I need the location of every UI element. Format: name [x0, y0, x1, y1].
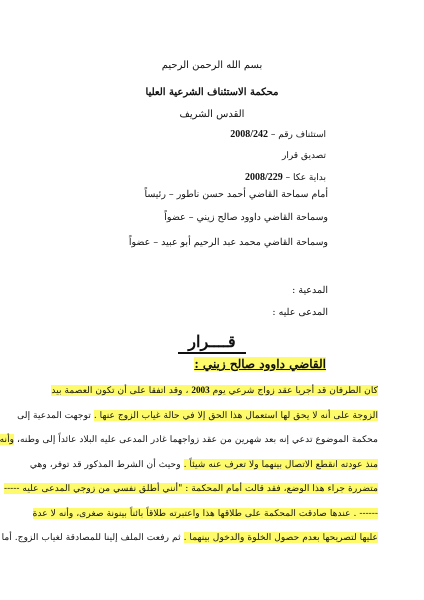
body-line: منذ عودته انقطع الاتصال بينهما ولا تعرف عنه شيئاً . وحيث أن الشرط المذكور قد توفر، وهي: [29, 458, 378, 470]
decision-body: [0, 378, 378, 550]
body-line: محكمة الموضوع تدعي إنه بعد شهرين من عقد زواجهما غادر المدعى عليه البلاد عائداً إلى وطنه، وأنه: [0, 434, 378, 445]
appeal-label: استئناف رقم: [278, 130, 326, 140]
plaintiff-label: المدعية :: [292, 285, 328, 296]
body-line: الزوجة على أنه لا يحق لها استعمال هذا الحق إلا في حالة غياب الزوج عنها . توجهت المدعية إلى: [17, 409, 378, 421]
body-line: ------ . عندها صادقت المحكمة على طلاقها هذا واعتبرته طلاقاً بائناً بينونة صغرى، وأنه لا عدة: [32, 507, 378, 519]
panel-member-1: وسماحة القاضي داوود صالح زيني – عضواً: [164, 212, 328, 223]
court-name: محكمة الاستئناف الشرعية العليا: [145, 87, 279, 98]
body-line: كان الطرفان قد أجريا عقد زواج شرعي يوم 2003 ، وقد اتفقا على أن تكون العصمة بيد: [51, 385, 378, 396]
decision-title: قــــرار: [188, 332, 236, 351]
judge-heading: القاضي داوود صالح زيني :: [194, 357, 326, 371]
first-instance-line: بداية عكا – 2008/229: [244, 172, 326, 183]
first-instance-number: 2008/229: [244, 172, 283, 183]
first-instance-label: بداية عكا: [292, 173, 326, 183]
appeal-number-line: استئناف رقم – 2008/242: [230, 129, 326, 140]
case-subject: تصديق قرار: [281, 151, 326, 161]
basmala: بسم الله الرحمن الرحيم: [161, 60, 263, 71]
panel-chair: أمام سماحة القاضي أحمد حسن ناطور – رئيساً: [144, 189, 328, 200]
court-city: القدس الشريف: [179, 109, 245, 120]
decision-underline: [178, 352, 246, 354]
body-line: عليها لتصريحها بعدم حصول الخلوة والدخول بينهما . ثم رفعت الملف إلينا للمصادقة لغياب الزوج. أما: [1, 532, 378, 543]
panel-member-2: وسماحة القاضي محمد عبد الرحيم أبو عبيد – عضواً: [128, 237, 328, 248]
appeal-number: 2008/242: [230, 129, 268, 140]
body-line: متضررة جراء هذا الوضع، فقد قالت أمام المحكمة : "أنني أطلق نفسي من زوجي المدعى عليه -----: [3, 483, 378, 494]
defendant-label: المدعى عليه :: [272, 307, 328, 318]
